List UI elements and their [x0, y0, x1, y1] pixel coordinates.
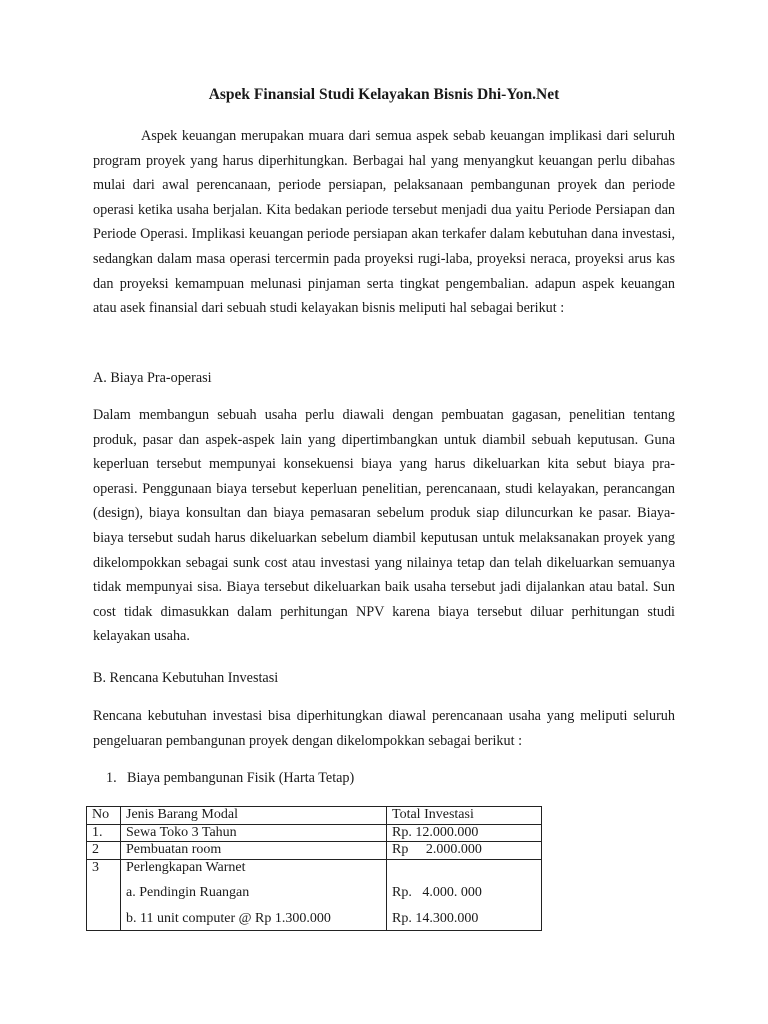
cell-total: Rp. 12.000.000 — [387, 824, 542, 842]
section-b-heading: B. Rencana Kebutuhan Investasi — [93, 670, 279, 686]
section-a-heading: A. Biaya Pra-operasi — [93, 370, 212, 386]
header-no: No — [87, 807, 121, 825]
cell-total-main — [392, 860, 536, 877]
cell-subtotal: Rp. 14.300.000 — [392, 910, 479, 926]
table-header-row — [87, 807, 542, 825]
cell-item: Sewa Toko 3 Tahun — [121, 824, 387, 842]
table-row — [87, 859, 542, 931]
intro-paragraph: Aspek keuangan merupakan muara dari semua aspek sebab keuangan implikasi dari seluruh program proyek yang harus diperhitungkan. Berbagai hal yang menyangkut keuangan perlu dibahas mulai dari awal perencanaan, periode persiapan, pelaksanaan pembangunan proyek dan periode operasi ketika usaha berjalan. Kita bedakan periode tersebut menjadi dua yaitu Periode Persiapan dan Periode Operasi. Implikasi keuangan periode persiapan akan terkafer dalam kebutuhan dana investasi, sedangkan dalam masa operasi tercermin pada proyeksi rugi-laba, proyeksi neraca, proyeksi arus kas dan proyeksi kemampuan melunasi pinjaman serta tingkat pengembalian. adapun aspek keuangan atau asek finansial dari sebuah studi kelayakan bisnis meliputi hal sebagai berikut : — [93, 128, 675, 317]
cell-subitem: a. Pendingin Ruangan — [126, 885, 250, 900]
table-row — [87, 842, 542, 860]
section-a-body: Dalam membangun sebuah usaha perlu diawali dengan pembuatan gagasan, penelitian tentang produk, pasar dan aspek-aspek lain yang dipertimbangkan untuk diambil sebuah keputusan. Guna keperluan tersebut mempunyai konsekuensi biaya yang harus dikeluarkan kita sebut biaya pra-operasi. Penggunaan biaya tersebut keperluan penelitian, perencanaan, studi kelayakan, perancangan (design), biaya konsultan dan biaya pemasaran sebelum produk siap diluncurkan ke pasar. Biaya-biaya tersebut sudah harus dikeluarkan sebelum diambil keputusan untuk melaksanakan proyek yang dikelompokkan sebagai sunk cost atau investasi yang nilainya tetap dan telah dikeluarkan semuanya tidak mempunyai sisa. Biaya tersebut dikeluarkan baik usaha tersebut jadi dijalankan atau batal. Sun cost tidak dimasukkan dalam perhitungan NPV karena biaya tersebut diluar perhitungan studi kelayakan usaha. — [93, 407, 675, 645]
table-row — [87, 824, 542, 842]
header-total: Total Investasi — [387, 807, 542, 825]
cell-subtotal: Rp. 4.000. 000 — [392, 885, 482, 900]
cell-total — [387, 859, 542, 931]
section-b-body: Rencana kebutuhan investasi bisa diperhitungkan diawal perencanaan usaha yang meliputi seluruh pengeluaran pembangunan proyek dengan dikelompokkan sebagai berikut : — [93, 708, 675, 749]
cell-total: Rp 2.000.000 — [387, 842, 542, 860]
cell-subitem: b. 11 unit computer @ Rp 1.300.000 — [126, 910, 331, 926]
cell-no: 3 — [87, 859, 121, 931]
header-item: Jenis Barang Modal — [121, 807, 387, 825]
investment-table — [86, 806, 542, 931]
cell-item-main: Perlengkapan Warnet — [126, 859, 246, 875]
cell-no: 2 — [87, 842, 121, 860]
cell-item — [121, 859, 387, 931]
cell-no: 1. — [87, 824, 121, 842]
list-item-text: Biaya pembangunan Fisik (Harta Tetap) — [127, 770, 355, 786]
list-item — [106, 768, 354, 788]
document-title: Aspek Finansial Studi Kelayakan Bisnis Dhi-Yon.Net — [208, 86, 560, 103]
cell-item: Pembuatan room — [121, 842, 387, 860]
list-item-number: 1. — [106, 770, 117, 786]
